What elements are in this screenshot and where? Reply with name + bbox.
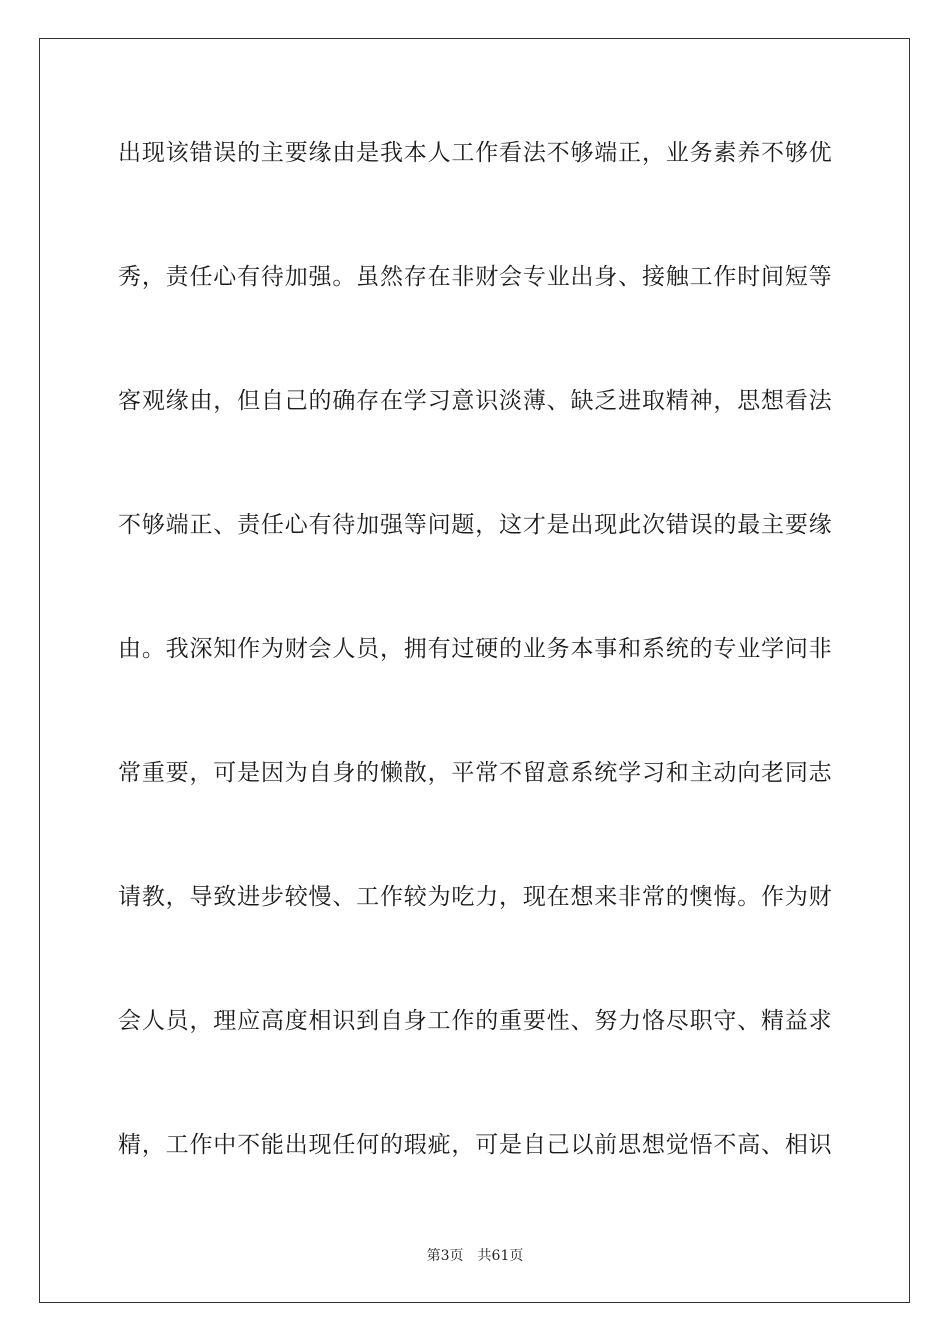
text-line: 客观缘由，但自己的确存在学习意识淡薄、缺乏进取精神，思想看法 bbox=[118, 388, 832, 414]
text-line: 会人员，理应高度相识到自身工作的重要性、努力恪尽职守、精益求 bbox=[118, 1008, 832, 1034]
page-number: 第3页 bbox=[426, 1248, 464, 1264]
text-line: 精，工作中不能出现任何的瑕疵，可是自己以前思想觉悟不高、相识 bbox=[118, 1132, 832, 1158]
text-line: 由。我深知作为财会人员，拥有过硬的业务本事和系统的专业学问非 bbox=[118, 636, 832, 662]
text-line: 不够端正、责任心有待加强等问题，这才是出现此次错误的最主要缘 bbox=[118, 512, 832, 538]
body-text bbox=[118, 124, 832, 1240]
text-line: 出现该错误的主要缘由是我本人工作看法不够端正，业务素养不够优 bbox=[118, 140, 832, 166]
page-footer bbox=[0, 1245, 950, 1265]
text-line: 秀，责任心有待加强。虽然存在非财会专业出身、接触工作时间短等 bbox=[118, 264, 832, 290]
total-pages: 共61页 bbox=[477, 1248, 524, 1264]
text-line: 常重要，可是因为自身的懒散，平常不留意系统学习和主动向老同志 bbox=[118, 760, 832, 786]
text-line: 请教，导致进步较慢、工作较为吃力，现在想来非常的懊悔。作为财 bbox=[118, 884, 832, 910]
